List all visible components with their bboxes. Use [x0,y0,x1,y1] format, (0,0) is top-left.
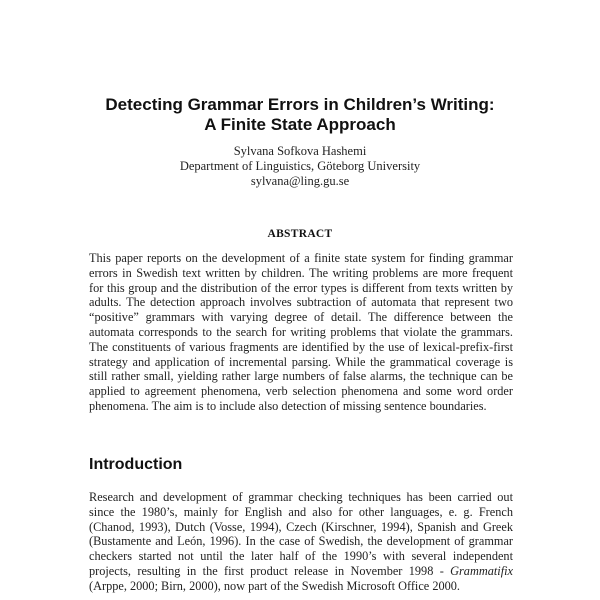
introduction-text-part-1: Research and development of grammar checking techniques has been carried out since the 1980’s, mainly for English and also for other languages, e. g. French (Chanod, 1993), Dutch (Vosse, 1994), Czech (Kirschner, 1994), Spanish and Greek (Bustamente and León, 1996). In the case of Swedish, the development of grammar checkers started not until the later half of the 1990’s with several independent projects, resulting in the first product release in November 1998 - [89,490,513,578]
author-affiliation: Department of Linguistics, Göteborg University [179,159,421,173]
introduction-heading: Introduction [89,456,183,473]
introduction-body [89,490,513,594]
introduction-text-part-2: (Arppe, 2000; Birn, 2000), now part of the Swedish Microsoft Office 2000. [89,578,461,593]
paper-title-line-1: Detecting Grammar Errors in Children’s Writing: [105,95,495,114]
abstract-body: This paper reports on the development of a finite state system for finding grammar errors in Swedish text written by children. The writing problems are more frequent for this group and the distribution of the error types is different from texts written by adults. The detection approach involves subtraction of automata that represent two “positive” grammars with varying degree of detail. The difference between the automata corresponds to the search for writing problems that violate the grammars. The constituents of various fragments are identified by the use of lexical-prefix-first strategy and application of incremental parsing. While the grammatical coverage is still rather small, yielding rather large numbers of false alarms, the technique can be applied to agreement phenomena, verb selection phenomena and some word order phenomena. The aim is to include also detection of missing sentence boundaries. [89,251,513,413]
author-name: Sylvana Sofkova Hashemi [233,144,367,158]
abstract-heading: ABSTRACT [267,228,333,240]
author-email: sylvana@ling.gu.se [250,174,350,188]
paper-title-line-2: A Finite State Approach [204,115,396,134]
product-name-emphasis: Grammatifix [450,563,513,578]
